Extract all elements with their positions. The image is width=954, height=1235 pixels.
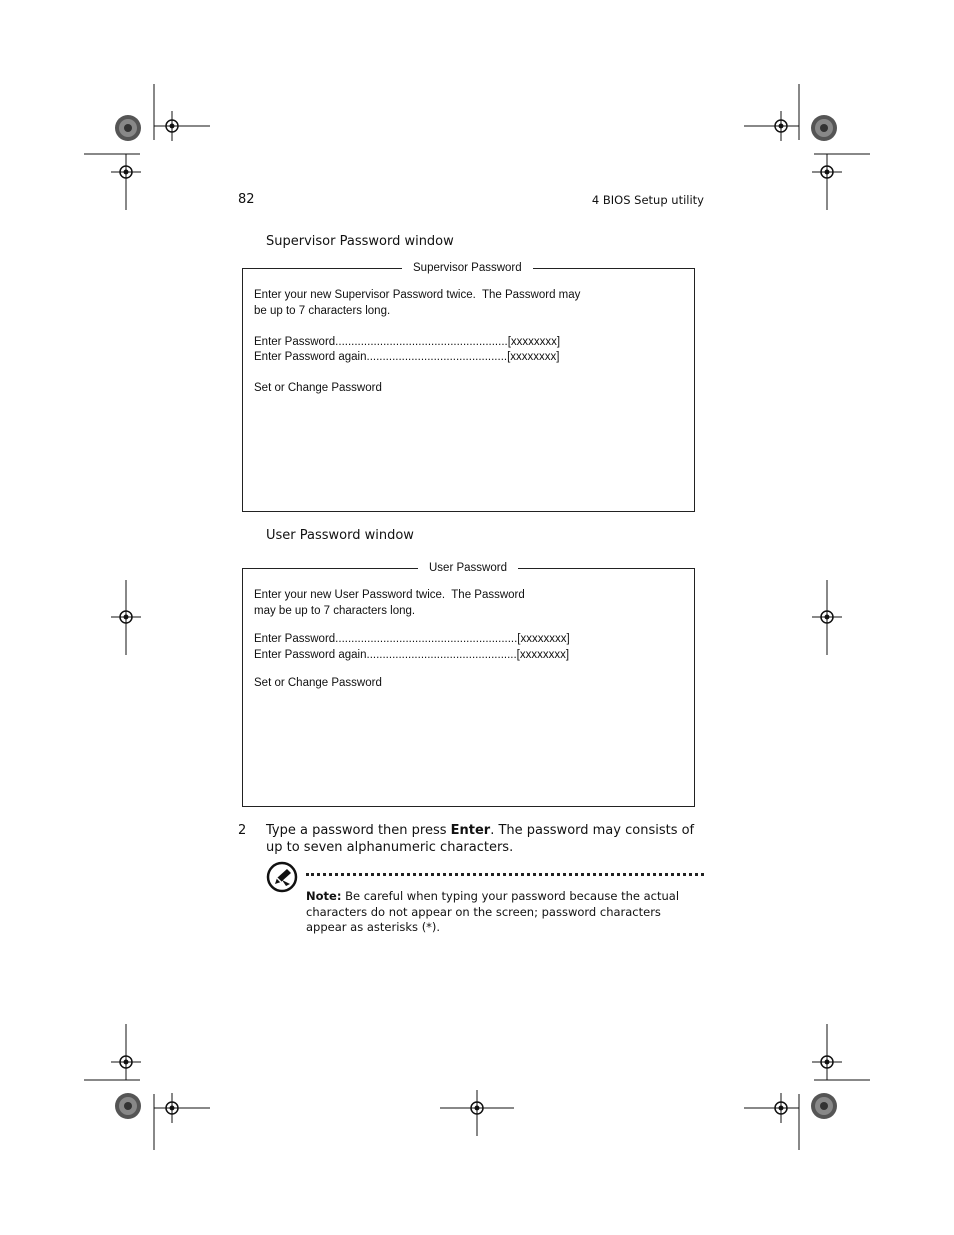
intro-text: be up to 7 characters long. (254, 304, 391, 317)
user-window-caption: User Password window (266, 528, 414, 543)
note-text: Note: Be careful when typing your password because the actual characters do not appear on the screen; password characters appear as asterisks (*). (306, 889, 680, 934)
user-password-window (242, 562, 695, 807)
intro-text: may be up to 7 characters long. (254, 604, 416, 617)
crop-mark-bottom-center (440, 1090, 514, 1136)
enter-password-again-field[interactable]: Enter Password again............................................[xxxxxxxx] (254, 351, 560, 363)
note-label: Note: (306, 889, 342, 903)
step-text: Type a password then press Enter. The password may consists of up to seven alphanumeric characters. (266, 823, 695, 855)
note-divider (306, 873, 704, 876)
note-pen-icon (266, 861, 298, 893)
window-body (254, 288, 674, 397)
running-header: 4 BIOS Setup utility (591, 193, 704, 207)
window-title: User Password (418, 560, 518, 576)
crop-mark-bottom-left (84, 1024, 210, 1150)
enter-password-field[interactable]: Enter Password.........................................................[xxxxxxxx] (254, 633, 570, 645)
set-change-password-action[interactable]: Set or Change Password (254, 677, 382, 689)
supervisor-window-caption: Supervisor Password window (266, 234, 454, 249)
crop-mark-bottom-right (744, 1024, 870, 1150)
window-title: Supervisor Password (402, 260, 533, 276)
page-number: 82 (238, 192, 255, 207)
crop-mark-top-right (744, 84, 870, 210)
step-number: 2 (238, 823, 247, 838)
enter-password-field[interactable]: Enter Password......................................................[xxxxxxxx] (254, 335, 561, 348)
intro-text: Enter your new Supervisor Password twice. The Password may (254, 289, 581, 301)
intro-text: Enter your new User Password twice. The Password (254, 589, 525, 601)
crop-mark-top-left (84, 84, 210, 210)
enter-password-again-field[interactable]: Enter Password again...............................................[xxxxxxxx] (254, 648, 570, 661)
set-change-password-action[interactable]: Set or Change Password (254, 382, 382, 394)
enter-key-label: Enter (450, 823, 491, 838)
supervisor-password-window (242, 262, 695, 512)
window-body (254, 588, 674, 692)
